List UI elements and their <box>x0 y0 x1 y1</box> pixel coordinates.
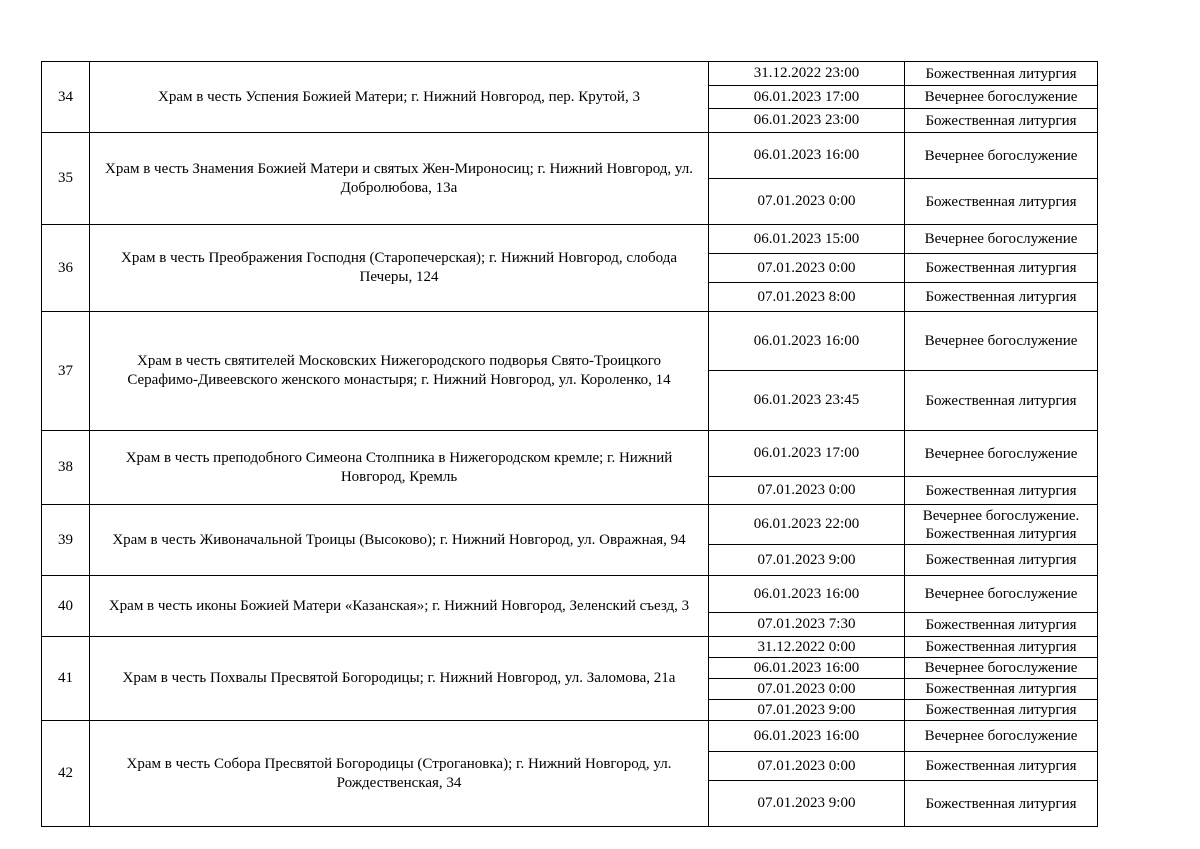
church-name-address: Храм в честь Живоначальной Троицы (Высоково); г. Нижний Новгород, ул. Овражная, 94 <box>90 505 709 576</box>
row-number: 34 <box>42 62 90 133</box>
service-datetime: 06.01.2023 15:00 <box>709 225 905 254</box>
service-type: Вечернее богослужение <box>905 86 1098 109</box>
row-number: 40 <box>42 576 90 637</box>
row-number: 42 <box>42 721 90 827</box>
table-row <box>42 133 1098 179</box>
service-datetime: 07.01.2023 9:00 <box>709 545 905 576</box>
row-number: 39 <box>42 505 90 576</box>
service-datetime: 07.01.2023 0:00 <box>709 679 905 700</box>
service-datetime: 31.12.2022 23:00 <box>709 62 905 86</box>
schedule-table <box>41 61 1098 827</box>
service-datetime: 07.01.2023 8:00 <box>709 283 905 312</box>
service-datetime: 06.01.2023 16:00 <box>709 133 905 179</box>
service-datetime: 06.01.2023 23:00 <box>709 109 905 133</box>
service-datetime: 06.01.2023 16:00 <box>709 576 905 613</box>
service-type: Божественная литургия <box>905 545 1098 576</box>
church-name-address: Храм в честь Преображения Господня (Старопечерская); г. Нижний Новгород, слобода Печеры, 124 <box>90 225 709 312</box>
service-datetime: 07.01.2023 0:00 <box>709 254 905 283</box>
service-type: Вечернее богослужение <box>905 431 1098 477</box>
service-type: Вечернее богослужение <box>905 658 1098 679</box>
row-number: 38 <box>42 431 90 505</box>
service-type: Божественная литургия <box>905 781 1098 827</box>
service-datetime: 07.01.2023 0:00 <box>709 477 905 505</box>
service-datetime: 06.01.2023 17:00 <box>709 431 905 477</box>
service-type: Божественная литургия <box>905 254 1098 283</box>
table-row <box>42 505 1098 545</box>
service-type: Божественная литургия <box>905 283 1098 312</box>
table-row <box>42 431 1098 477</box>
service-type: Божественная литургия <box>905 371 1098 431</box>
service-datetime: 31.12.2022 0:00 <box>709 637 905 658</box>
table-row <box>42 225 1098 254</box>
service-type: Божественная литургия <box>905 62 1098 86</box>
service-datetime: 06.01.2023 16:00 <box>709 658 905 679</box>
table-row <box>42 637 1098 658</box>
table-row <box>42 62 1098 86</box>
church-name-address: Храм в честь Успения Божией Матери; г. Нижний Новгород, пер. Крутой, 3 <box>90 62 709 133</box>
service-type: Вечернее богослужение. Божественная литургия <box>905 505 1098 545</box>
service-datetime: 06.01.2023 16:00 <box>709 312 905 371</box>
church-name-address: Храм в честь Знамения Божией Матери и святых Жен-Мироносиц; г. Нижний Новгород, ул. Добролюбова, 13а <box>90 133 709 225</box>
church-name-address: Храм в честь Собора Пресвятой Богородицы (Строгановка); г. Нижний Новгород, ул. Рождественская, 34 <box>90 721 709 827</box>
service-datetime: 06.01.2023 16:00 <box>709 721 905 752</box>
table-row <box>42 576 1098 613</box>
service-type: Божественная литургия <box>905 679 1098 700</box>
service-type: Вечернее богослужение <box>905 721 1098 752</box>
service-type: Вечернее богослужение <box>905 576 1098 613</box>
schedule-table-body <box>42 62 1098 827</box>
service-type: Божественная литургия <box>905 179 1098 225</box>
service-datetime: 06.01.2023 17:00 <box>709 86 905 109</box>
service-datetime: 07.01.2023 9:00 <box>709 781 905 827</box>
service-type: Божественная литургия <box>905 109 1098 133</box>
service-datetime: 07.01.2023 0:00 <box>709 752 905 781</box>
church-name-address: Храм в честь иконы Божией Матери «Казанская»; г. Нижний Новгород, Зеленский съезд, 3 <box>90 576 709 637</box>
row-number: 36 <box>42 225 90 312</box>
service-datetime: 07.01.2023 9:00 <box>709 700 905 721</box>
church-name-address: Храм в честь преподобного Симеона Столпника в Нижегородском кремле; г. Нижний Новгород, Кремль <box>90 431 709 505</box>
table-row <box>42 721 1098 752</box>
service-type: Вечернее богослужение <box>905 133 1098 179</box>
row-number: 35 <box>42 133 90 225</box>
service-type: Божественная литургия <box>905 752 1098 781</box>
service-type: Божественная литургия <box>905 477 1098 505</box>
service-type: Вечернее богослужение <box>905 312 1098 371</box>
service-type: Божественная литургия <box>905 613 1098 637</box>
service-type: Вечернее богослужение <box>905 225 1098 254</box>
row-number: 37 <box>42 312 90 431</box>
service-type: Божественная литургия <box>905 637 1098 658</box>
service-datetime: 06.01.2023 22:00 <box>709 505 905 545</box>
service-type: Божественная литургия <box>905 700 1098 721</box>
row-number: 41 <box>42 637 90 721</box>
service-datetime: 06.01.2023 23:45 <box>709 371 905 431</box>
church-name-address: Храм в честь Похвалы Пресвятой Богородицы; г. Нижний Новгород, ул. Заломова, 21а <box>90 637 709 721</box>
service-datetime: 07.01.2023 0:00 <box>709 179 905 225</box>
service-datetime: 07.01.2023 7:30 <box>709 613 905 637</box>
church-name-address: Храм в честь святителей Московских Нижегородского подворья Свято-Троицкого Серафимо-Дивеевского женского монастыря; г. Нижний Новгород, ул. Короленко, 14 <box>90 312 709 431</box>
table-row <box>42 312 1098 371</box>
